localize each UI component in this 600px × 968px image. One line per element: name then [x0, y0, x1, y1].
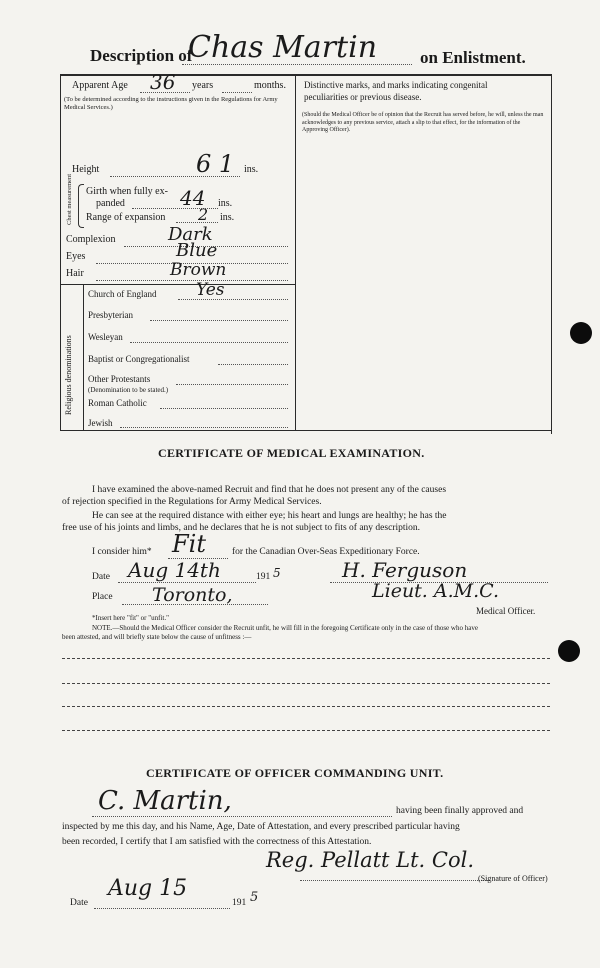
months-label: months. [254, 80, 286, 91]
commanding-year-digit: 5 [250, 890, 259, 905]
height-unit: ins. [244, 164, 259, 175]
roman-catholic-label: Roman Catholic [88, 398, 147, 408]
commanding-officer-signature: Reg. Pellatt Lt. Col. [266, 848, 474, 872]
jewish-label: Jewish [88, 418, 113, 428]
title-prefix: Description of [90, 46, 193, 65]
commanding-date-line [94, 908, 230, 909]
chest-brace [78, 184, 84, 228]
hair-label: Hair [66, 268, 84, 279]
presbyterian-line [150, 320, 288, 321]
medical-para-2: He can see at the required distance with either eye; his heart and lungs are healthy; he has the [92, 511, 447, 521]
medical-place-label: Place [92, 592, 113, 602]
religion-inner-rule [83, 284, 84, 430]
presbyterian-label: Presbyterian [88, 310, 133, 320]
girth-value: 44 [180, 186, 206, 210]
commanding-line-3: been recorded, I certify that I am satisfied with the correctness of this Attestation. [62, 837, 372, 847]
height-value: 6 1 [196, 150, 235, 178]
apparent-age-label: Apparent Age [72, 80, 128, 91]
chest-measurement-label: Chest measurement [66, 173, 73, 225]
signature-of-officer-label: (Signature of Officer) [478, 874, 548, 883]
height-label: Height [72, 164, 100, 175]
medical-year-digit: 5 [273, 566, 281, 580]
medical-note-2: been attested, and will briefly state below the cause of unfitness :— [62, 633, 252, 641]
medical-date-value: Aug 14th [128, 558, 221, 582]
consider-prefix: I consider him* [92, 547, 152, 557]
commanding-year-printed: 191 [232, 898, 247, 908]
commanding-date-value: Aug 15 [108, 876, 188, 901]
commanding-date-label: Date [70, 898, 88, 908]
unfitness-line-2 [62, 683, 550, 684]
medical-note-1: NOTE.—Should the Medical Officer consider the Recruit unfit, he will fill in the foregoing Certificate only in the case of those who have [92, 624, 478, 632]
medical-date-label: Date [92, 572, 110, 582]
medical-officer-signature: H. Ferguson [342, 558, 468, 582]
other-protestants-label: Other Protestants [88, 374, 151, 384]
religious-denominations-label: Religious denominations [64, 335, 73, 415]
age-years-value: 36 [150, 70, 176, 94]
unfitness-line-4 [62, 730, 550, 731]
medical-place-value: Toronto, [152, 584, 233, 606]
eyes-label: Eyes [66, 251, 86, 262]
hair-value: Brown [170, 260, 227, 280]
medical-year-printed: 191 [256, 572, 271, 582]
range-label: Range of expansion [86, 212, 166, 223]
girth-label-2: panded [96, 198, 125, 209]
range-unit: ins. [220, 212, 235, 223]
wesleyan-label: Wesleyan [88, 332, 123, 342]
church-mark: Yes [196, 280, 225, 300]
girth-label-1: Girth when fully ex- [86, 186, 168, 197]
punch-hole-top [570, 322, 592, 344]
complexion-label: Complexion [66, 234, 116, 245]
baptist-line [218, 364, 288, 365]
form-top-rule [60, 74, 552, 76]
medical-officer-label: Medical Officer. [476, 606, 536, 616]
commanding-name-line [92, 816, 392, 817]
form-right-rule [551, 74, 552, 434]
medical-para-1: I have examined the above-named Recruit and find that he does not present any of the causes [92, 485, 447, 495]
commanding-recruit-name: C. Martin, [98, 786, 232, 816]
punch-hole-bottom [558, 640, 580, 662]
recruit-name-handwritten: Chas Martin [188, 30, 378, 65]
eyes-value: Blue [176, 240, 218, 261]
range-line [176, 222, 218, 223]
fit-unfit-footnote: *Insert here "fit" or "unfit." [92, 614, 169, 622]
distinctive-marks-heading-2: peculiarities or previous disease. [304, 92, 422, 102]
wesleyan-line [130, 342, 288, 343]
medical-para-2b: free use of his joints and limbs, and he declares that he is not subject to fits of any description. [62, 523, 421, 533]
title-name-line [182, 64, 412, 65]
complexion-value: Dark [168, 224, 213, 245]
title-suffix: on Enlistment. [420, 48, 526, 67]
form-mid-rule [295, 74, 296, 430]
medical-date-line [118, 582, 256, 583]
commanding-signature-line [300, 880, 490, 881]
medical-officer-rank: Lieut. A.M.C. [372, 580, 500, 602]
form-left-rule [60, 74, 61, 430]
years-label: years [192, 80, 214, 91]
jewish-line [120, 427, 288, 428]
other-protestants-note: (Denomination to be stated.) [88, 386, 169, 394]
hair-line [96, 280, 288, 281]
form-bottom-rule [60, 430, 552, 431]
age-note: (To be determined according to the instructions given in the Regulations for Army Medical Services.) [64, 96, 278, 111]
range-value: 2 [198, 205, 209, 224]
distinctive-marks-note: (Should the Medical Officer be of opinion that the Recruit has served before, he will, unless the man acknowledges to any previous service, attach a slip to that effect, for the information of the Approving Officer). [302, 112, 544, 133]
religion-divider [60, 284, 296, 285]
church-of-england-label: Church of England [88, 289, 157, 299]
baptist-label: Baptist or Congregationalist [88, 354, 190, 364]
unfitness-line-3 [62, 706, 550, 707]
roman-catholic-line [160, 408, 288, 409]
medical-heading: CERTIFICATE OF MEDICAL EXAMINATION. [158, 446, 425, 460]
commanding-line-1-suffix: having been finally approved and [396, 806, 524, 816]
unfitness-line-1 [62, 658, 550, 659]
church-line [178, 299, 288, 300]
months-line [222, 92, 252, 93]
age-line [140, 92, 190, 93]
other-protestants-line [176, 384, 288, 385]
fit-value: Fit [172, 530, 206, 558]
girth-unit: ins. [218, 198, 233, 209]
distinctive-marks-heading-1: Distinctive marks, and marks indicating congenital [304, 80, 488, 90]
commanding-heading: CERTIFICATE OF OFFICER COMMANDING UNIT. [146, 766, 444, 780]
commanding-line-2: inspected by me this day, and his Name, Age, Date of Attestation, and every prescribed particular having [62, 822, 460, 832]
consider-suffix: for the Canadian Over-Seas Expeditionary Force. [232, 547, 420, 557]
medical-para-1b: of rejection specified in the Regulations for Army Medical Services. [62, 497, 322, 507]
